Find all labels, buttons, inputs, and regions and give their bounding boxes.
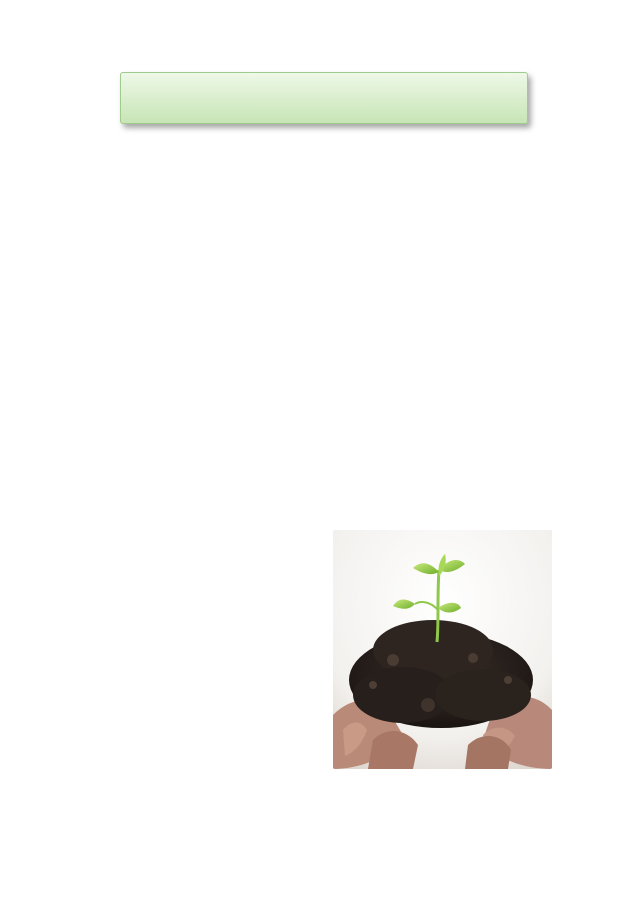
tree-border-left [20,44,56,858]
tree-border-bottom [0,858,638,902]
seedling-photo [333,530,552,769]
seedling-in-soil-image [333,530,552,769]
title-banner [120,72,528,124]
tree-border-right [582,44,618,858]
tree-border-top [0,0,638,44]
